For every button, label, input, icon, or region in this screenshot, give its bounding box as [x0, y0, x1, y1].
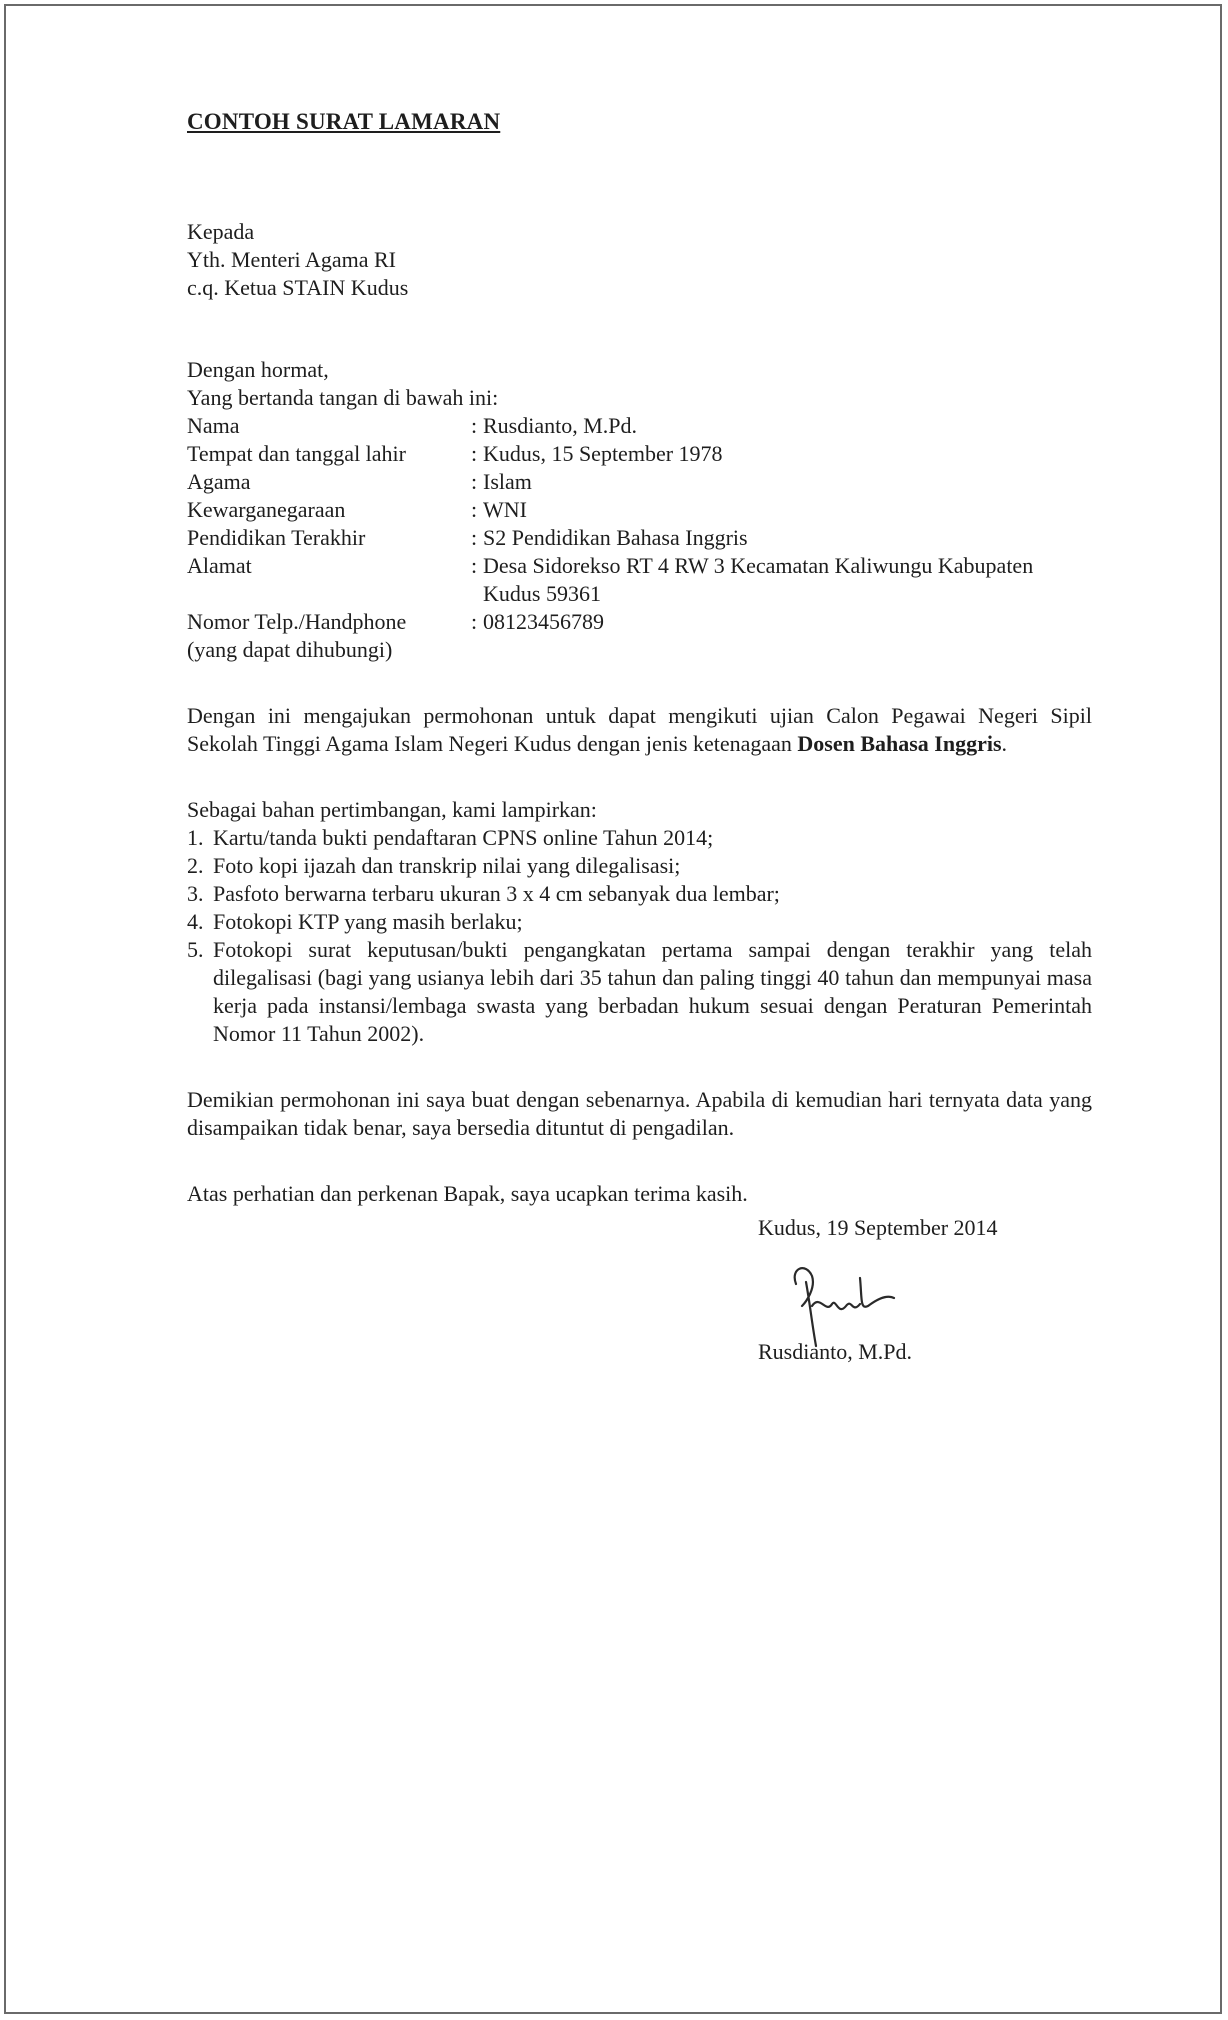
letter-document: [187, 108, 1092, 1230]
field-colon: :: [471, 441, 478, 466]
list-item: [187, 852, 1092, 880]
application-paragraph: [187, 702, 1092, 758]
field-value: Islam: [483, 469, 532, 494]
list-item-number: 3.: [187, 881, 204, 906]
field-value-wrap: [471, 412, 1092, 440]
field-colon: :: [471, 553, 478, 578]
field-value: S2 Pendidikan Bahasa Inggris: [483, 525, 748, 550]
field-value-wrap: [471, 496, 1092, 524]
recipient-line-3: c.q. Ketua STAIN Kudus: [187, 275, 409, 300]
attachments-list: [187, 824, 1092, 1048]
signer-name: Rusdianto, M.Pd.: [758, 1339, 913, 1364]
field-value: Kudus, 15 September 1978: [483, 441, 723, 466]
field-label: Pendidikan Terakhir: [187, 525, 366, 550]
application-end: .: [1001, 731, 1008, 756]
list-item-number: 1.: [187, 825, 204, 850]
recipient-line-1: Kepada: [187, 219, 255, 244]
application-text: Dengan ini mengajukan permohonan untuk dapat mengikuti ujian Calon Pegawai Negeri Sipil Sekolah Tinggi Agama Islam Negeri Kudus dengan jenis ketenagaan: [187, 703, 1092, 756]
list-item: [187, 936, 1092, 1048]
field-row-name: [187, 412, 1092, 440]
field-colon: :: [471, 469, 478, 494]
list-item-text: Fotokopi surat keputusan/bukti pengangkatan pertama sampai dengan terakhir yang telah dilegalisasi (bagi yang usianya lebih dari 35 tahun dan paling tinggi 40 tahun dan mempunyai masa kerja pada instansi/lembaga swasta yang berbadan hukum sesuai dengan Peraturan Pemerintah Nomor 11 Tahun 2002).: [213, 937, 1092, 1046]
field-row-religion: [187, 468, 1092, 496]
list-item-text: Kartu/tanda bukti pendaftaran CPNS online Tahun 2014;: [213, 825, 714, 850]
signature-image: [776, 1254, 916, 1350]
field-label: Nama: [187, 413, 240, 438]
salutation: Dengan hormat,: [187, 357, 329, 382]
field-colon: :: [471, 525, 478, 550]
field-row-address: [187, 552, 1092, 608]
field-label: Alamat: [187, 553, 252, 578]
list-item-number: 4.: [187, 909, 204, 934]
list-item-number: 5.: [187, 937, 204, 962]
field-value-wrap: [471, 468, 1092, 496]
list-item-text: Fotokopi KTP yang masih berlaku;: [213, 909, 523, 934]
attachments-intro: Sebagai bahan pertimbangan, kami lampirkan:: [187, 797, 597, 822]
list-item: [187, 908, 1092, 936]
field-label: Nomor Telp./Handphone: [187, 609, 407, 634]
statement-paragraph: Demikian permohonan ini saya buat dengan sebenarnya. Apabila di kemudian hari ternyata data yang disampaikan tidak benar, saya bersedia dituntut di pengadilan.: [187, 1087, 1092, 1140]
attachments-block: [187, 796, 1092, 1048]
list-item: [187, 824, 1092, 852]
field-value-wrap: [471, 524, 1092, 552]
field-value: Desa Sidorekso RT 4 RW 3 Kecamatan Kaliwungu Kabupaten Kudus 59361: [483, 553, 1034, 606]
list-item-text: Pasfoto berwarna terbaru ukuran 3 x 4 cm sebanyak dua lembar;: [213, 881, 780, 906]
field-row-citizenship: [187, 496, 1092, 524]
field-row-birth: [187, 440, 1092, 468]
recipient-line-2: Yth. Menteri Agama RI: [187, 247, 396, 272]
field-value: Rusdianto, M.Pd.: [483, 413, 638, 438]
greeting-block: [187, 356, 1092, 412]
field-value: 08123456789: [483, 609, 604, 634]
field-row-education: [187, 524, 1092, 552]
phone-note: (yang dapat dihubungi): [187, 637, 393, 662]
place-date: Kudus, 19 September 2014: [758, 1215, 998, 1240]
field-label: Kewarganegaraan: [187, 497, 346, 522]
field-value-wrap: [471, 552, 1092, 608]
field-label: Agama: [187, 469, 251, 494]
page-title: CONTOH SURAT LAMARAN: [187, 109, 501, 134]
recipient-block: [187, 218, 1092, 302]
field-value-wrap: [471, 608, 1092, 636]
list-item-text: Foto kopi ijazah dan transkrip nilai yang dilegalisasi;: [213, 853, 681, 878]
position-title: Dosen Bahasa Inggris: [797, 731, 1002, 756]
field-colon: :: [471, 609, 478, 634]
field-value-wrap: [471, 440, 1092, 468]
field-row-phone: [187, 608, 1092, 636]
list-item-number: 2.: [187, 853, 204, 878]
field-colon: :: [471, 413, 478, 438]
field-colon: :: [471, 497, 478, 522]
field-label: Tempat dan tanggal lahir: [187, 441, 406, 466]
intro-line: Yang bertanda tangan di bawah ini:: [187, 385, 499, 410]
list-item: [187, 880, 1092, 908]
closing-block: [758, 1214, 998, 1366]
field-value: WNI: [483, 497, 527, 522]
thanks-paragraph: Atas perhatian dan perkenan Bapak, saya ucapkan terima kasih.: [187, 1181, 748, 1206]
applicant-fields: [187, 412, 1092, 664]
